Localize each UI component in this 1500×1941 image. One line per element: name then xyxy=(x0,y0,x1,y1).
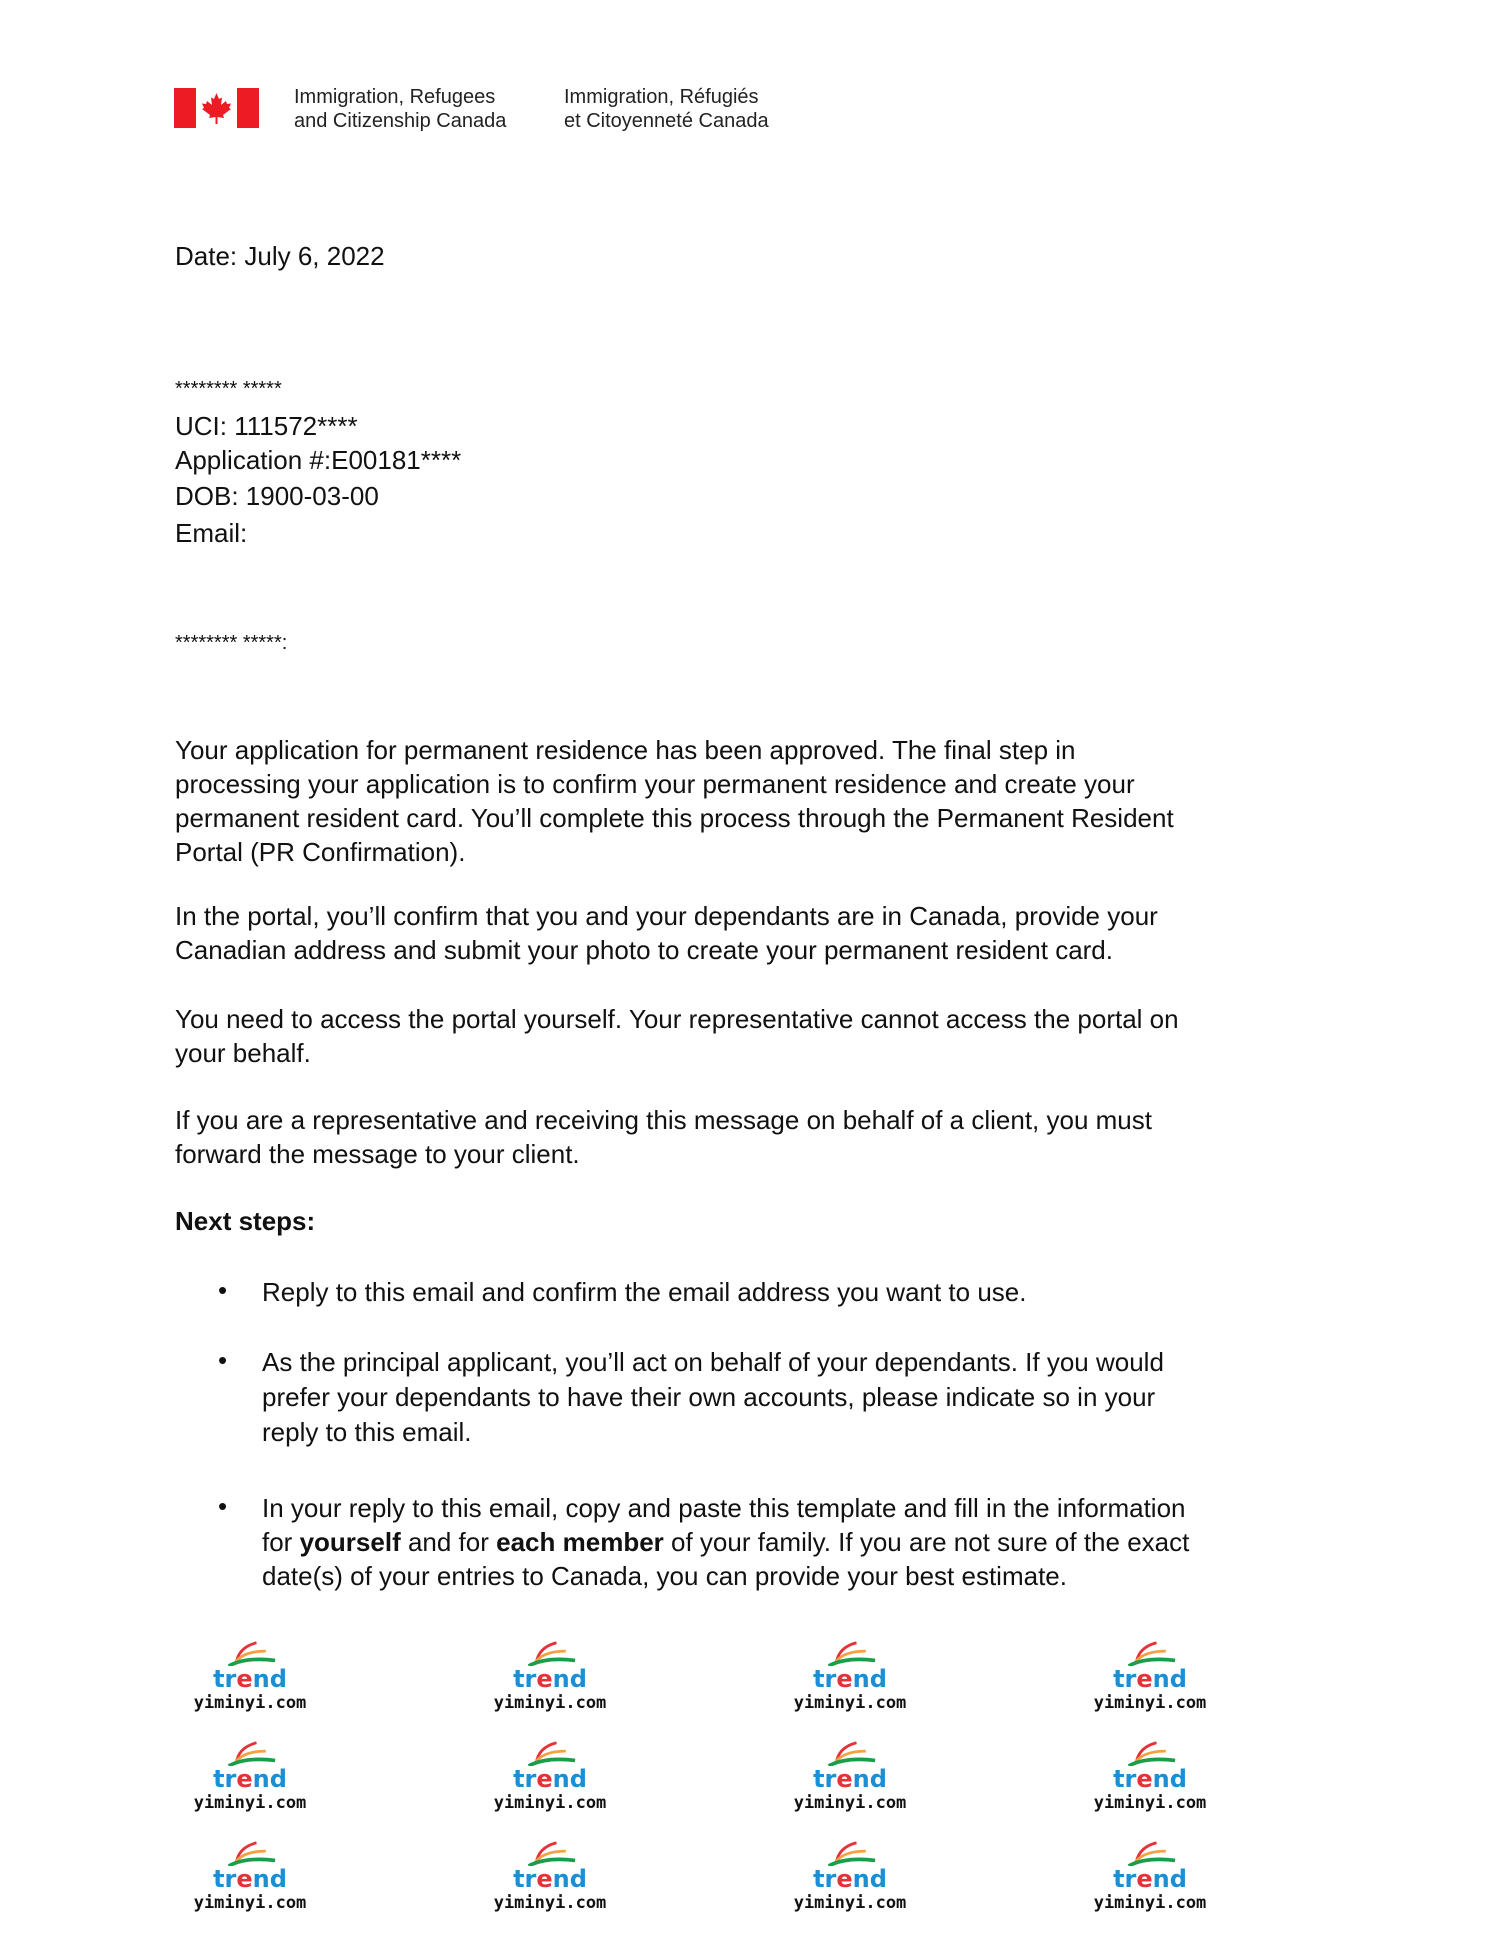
watermark xyxy=(1075,1740,1225,1814)
line: You need to access the portal yourself. Your representative cannot access the portal on xyxy=(175,1004,1179,1034)
line: date(s) of your entries to Canada, you can provide your best estimate. xyxy=(262,1561,1067,1591)
watermark-domain: yiminyi.com xyxy=(493,1893,607,1913)
department-name-en xyxy=(294,85,506,133)
watermark-swoosh-icon xyxy=(1105,1640,1195,1666)
watermark-swoosh-icon xyxy=(505,1640,595,1666)
watermark-swoosh-icon xyxy=(505,1840,595,1866)
watermark-domain: yiminyi.com xyxy=(1093,1793,1207,1813)
dept-fr-line: Immigration, Réfugiés xyxy=(564,86,759,108)
watermark xyxy=(175,1640,325,1714)
watermark-logo: trend xyxy=(213,1865,287,1893)
emphasis: yourself xyxy=(299,1527,401,1557)
line: Your application for permanent residence has been approved. The final step in xyxy=(175,735,1076,765)
uci: UCI: 111572**** xyxy=(175,411,358,441)
watermark-swoosh-icon xyxy=(205,1740,295,1766)
line: In your reply to this email, copy and paste this template and fill in the information xyxy=(262,1493,1186,1523)
watermark-logo: trend xyxy=(1113,1765,1187,1793)
watermark xyxy=(775,1640,925,1714)
watermark xyxy=(1075,1640,1225,1714)
bullet-icon: • xyxy=(218,1275,228,1305)
watermark xyxy=(175,1740,325,1814)
watermark-swoosh-icon xyxy=(805,1840,895,1866)
watermark-logo: trend xyxy=(513,1665,587,1693)
watermark-logo: trend xyxy=(813,1765,887,1793)
department-name-fr xyxy=(564,85,769,133)
paragraph xyxy=(175,1103,1152,1171)
recipient-name: ******** ***** xyxy=(175,378,282,400)
watermark-logo: trend xyxy=(213,1765,287,1793)
line: As the principal applicant, you’ll act on behalf of your dependants. If you would xyxy=(262,1347,1164,1377)
watermark-domain: yiminyi.com xyxy=(793,1793,907,1813)
line: prefer your dependants to have their own accounts, please indicate so in your xyxy=(262,1382,1156,1412)
watermark-domain: yiminyi.com xyxy=(193,1693,307,1713)
watermark-logo: trend xyxy=(513,1765,587,1793)
watermark-swoosh-icon xyxy=(805,1740,895,1766)
watermark xyxy=(175,1840,325,1914)
watermark-domain: yiminyi.com xyxy=(493,1693,607,1713)
watermark-logo: trend xyxy=(513,1865,587,1893)
emphasis: each member xyxy=(496,1527,664,1557)
line: permanent resident card. You’ll complete this process through the Permanent Resident xyxy=(175,803,1174,833)
line: forward the message to your client. xyxy=(175,1139,580,1169)
watermark-domain: yiminyi.com xyxy=(1093,1693,1207,1713)
line: Portal (PR Confirmation). xyxy=(175,837,466,867)
line: Reply to this email and confirm the email address you want to use. xyxy=(262,1277,1027,1307)
watermark-logo: trend xyxy=(813,1665,887,1693)
watermark-logo: trend xyxy=(1113,1865,1187,1893)
line: processing your application is to confirm your permanent residence and create your xyxy=(175,769,1135,799)
bullet-icon: • xyxy=(218,1345,228,1375)
letter-date: Date: July 6, 2022 xyxy=(175,241,385,271)
watermark-swoosh-icon xyxy=(1105,1740,1195,1766)
dept-en-line: and Citizenship Canada xyxy=(294,110,507,132)
watermark-domain: yiminyi.com xyxy=(793,1893,907,1913)
watermark xyxy=(475,1840,625,1914)
watermark xyxy=(475,1740,625,1814)
application-number: Application #:E00181**** xyxy=(175,445,462,475)
dob: DOB: 1900-03-00 xyxy=(175,481,379,511)
watermark-swoosh-icon xyxy=(205,1840,295,1866)
paragraph xyxy=(175,1002,1179,1070)
watermark-domain: yiminyi.com xyxy=(793,1693,907,1713)
recipient-details xyxy=(175,409,461,550)
line: your behalf. xyxy=(175,1038,311,1068)
bullet-item xyxy=(262,1345,1164,1450)
watermark-swoosh-icon xyxy=(505,1740,595,1766)
line: In the portal, you’ll confirm that you and your dependants are in Canada, provide your xyxy=(175,901,1158,931)
watermark-domain: yiminyi.com xyxy=(193,1793,307,1813)
watermark xyxy=(475,1640,625,1714)
salutation: ******** *****: xyxy=(175,632,288,654)
canada-flag-logo xyxy=(174,88,259,128)
bullet-item xyxy=(262,1275,1027,1310)
watermark-swoosh-icon xyxy=(1105,1840,1195,1866)
watermark xyxy=(775,1740,925,1814)
paragraph xyxy=(175,733,1174,869)
text: and for xyxy=(400,1527,497,1557)
watermark xyxy=(1075,1840,1225,1914)
dept-en-line: Immigration, Refugees xyxy=(294,86,496,108)
line: If you are a representative and receiving this message on behalf of a client, you must xyxy=(175,1105,1152,1135)
dept-fr-line: et Citoyenneté Canada xyxy=(564,110,769,132)
watermark-domain: yiminyi.com xyxy=(1093,1893,1207,1913)
watermark-swoosh-icon xyxy=(205,1640,295,1666)
watermark-domain: yiminyi.com xyxy=(193,1893,307,1913)
watermark-domain: yiminyi.com xyxy=(493,1793,607,1813)
watermark-logo: trend xyxy=(213,1665,287,1693)
bullet-item xyxy=(262,1491,1189,1593)
bullet-icon: • xyxy=(218,1491,228,1521)
paragraph xyxy=(175,899,1158,967)
watermark-logo: trend xyxy=(813,1865,887,1893)
line: Canadian address and submit your photo to create your permanent resident card. xyxy=(175,935,1113,965)
line: reply to this email. xyxy=(262,1417,472,1447)
email: Email: xyxy=(175,518,248,548)
watermark-logo: trend xyxy=(1113,1665,1187,1693)
text: of your family. If you are not sure of the exact xyxy=(663,1527,1190,1557)
line xyxy=(262,1525,1189,1559)
next-steps-heading: Next steps: xyxy=(175,1206,316,1236)
watermark-swoosh-icon xyxy=(805,1640,895,1666)
text: for xyxy=(262,1527,300,1557)
watermark xyxy=(775,1840,925,1914)
